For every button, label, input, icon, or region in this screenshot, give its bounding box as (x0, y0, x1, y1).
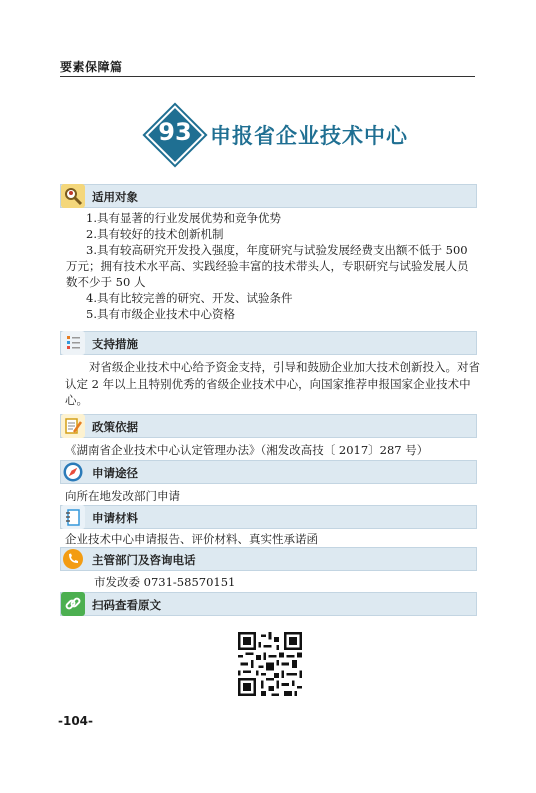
list-item: 5.具有市级企业技术中心资格 (86, 307, 235, 321)
section-label: 申请途径 (92, 466, 138, 480)
document-pen-icon (61, 414, 85, 438)
support-text: 对省级企业技术中心给予资金支持，引导和鼓励企业加大技术创新投入。对省认定 2 年以上且特别优秀的省级企业技术中心，向国家推荐申报国家企业技术中心。 (65, 360, 480, 407)
section-scan (60, 592, 477, 616)
section-materials (60, 505, 477, 529)
list-item: 3.具有较高研究开发投入强度，年度研究与试验发展经费支出额不低于 500 (86, 243, 468, 257)
phone-icon (61, 547, 85, 571)
running-header (60, 56, 475, 77)
page-number: -104- (58, 714, 94, 728)
target-list (66, 210, 486, 322)
section-contact (60, 547, 477, 571)
link-icon (61, 592, 85, 616)
section-label: 政策依据 (92, 420, 138, 434)
header-label: 要素保障篇 (60, 60, 123, 74)
section-support (60, 331, 477, 355)
channel-text: 向所在地发改部门申请 (65, 489, 180, 503)
materials-text: 企业技术中心申请报告、评价材料、真实性承诺函 (65, 532, 318, 546)
item-number: 93 (158, 118, 192, 146)
section-label: 主管部门及咨询电话 (92, 553, 196, 567)
notebook-icon (61, 505, 85, 529)
compass-icon (61, 460, 85, 484)
policy-text: 《湖南省企业技术中心认定管理办法》（湘发改高技〔 2017〕287 号） (65, 443, 429, 457)
section-label: 申请材料 (92, 511, 138, 525)
page-title: 申报省企业技术中心 (210, 124, 408, 148)
title-block (150, 110, 450, 160)
section-label: 支持措施 (92, 337, 138, 351)
magnifier-person-icon (61, 184, 85, 208)
section-label: 适用对象 (92, 190, 138, 204)
qr-code-icon[interactable] (238, 632, 302, 696)
section-target (60, 184, 477, 208)
list-item: 万元；拥有技术水平高、实践经验丰富的技术带头人，专职研究与试验发展人员 (66, 259, 469, 273)
section-label: 扫码查看原文 (92, 598, 161, 612)
list-item: 4.具有比较完善的研究、开发、试验条件 (86, 291, 293, 305)
list-item: 1.具有显著的行业发展优势和竞争优势 (86, 211, 281, 225)
list-item: 数不少于 50 人 (66, 275, 146, 289)
section-channel (60, 460, 477, 484)
contact-text: 市发改委 0731-58570151 (94, 575, 236, 589)
list-chart-icon (61, 331, 85, 355)
list-item: 2.具有较好的技术创新机制 (86, 227, 224, 241)
section-policy (60, 414, 477, 438)
